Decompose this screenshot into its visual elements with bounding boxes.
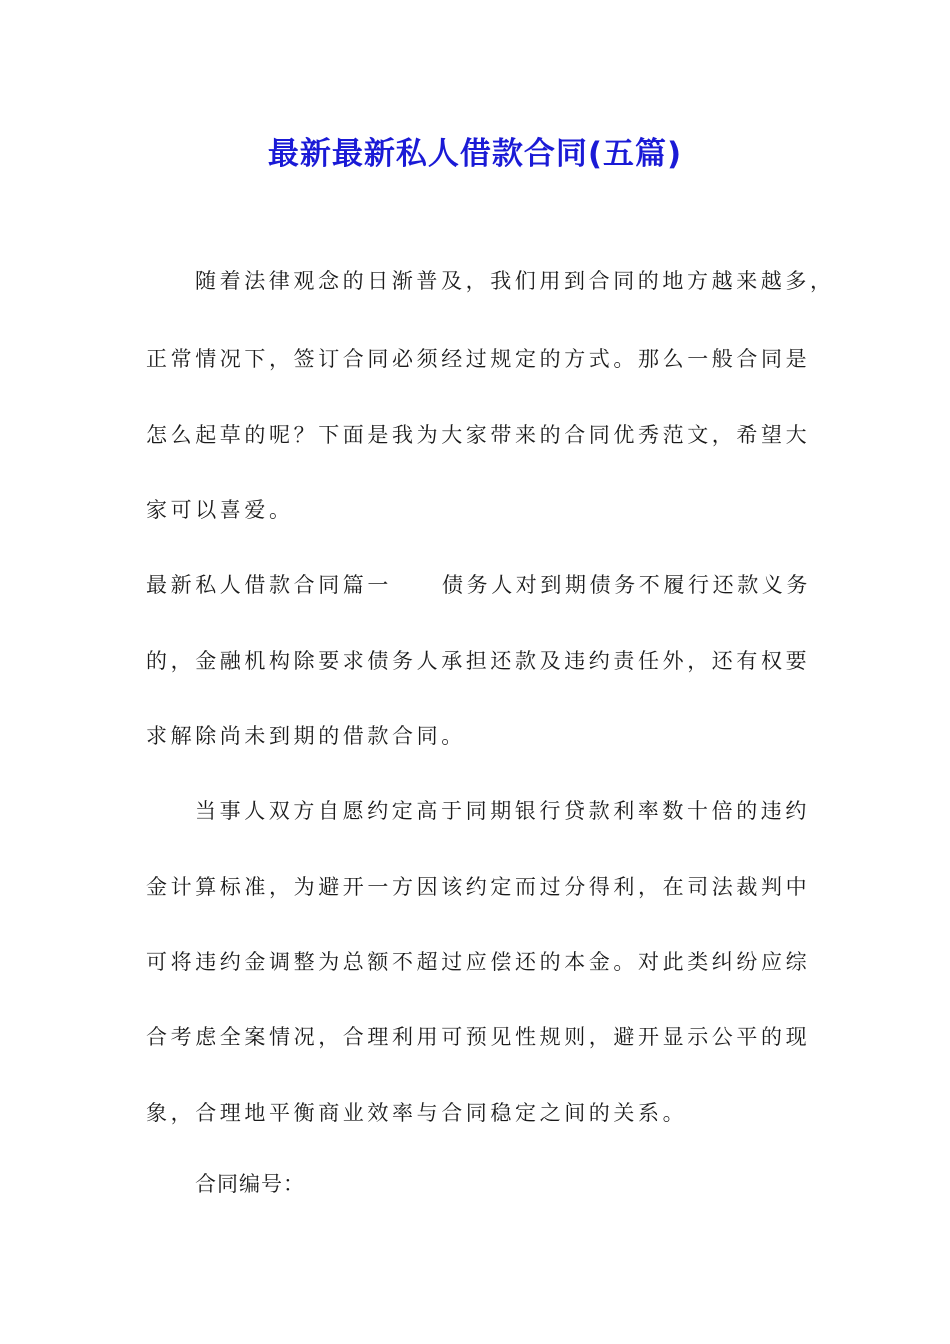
paragraph-line: 当事人双方自愿约定高于同期银行贷款利率数十倍的违约 xyxy=(195,799,810,823)
paragraph-line: 金计算标准，为避开一方因该约定而过分得利，在司法裁判中 xyxy=(146,875,811,899)
contract-number-label: 合同编号： xyxy=(195,1172,305,1196)
paragraph-line: 家可以喜爱。 xyxy=(146,498,294,522)
paragraph-line: 正常情况下，签订合同必须经过规定的方式。那么一般合同是 xyxy=(146,347,811,371)
section-text: 债务人对到期债务不履行还款义务 xyxy=(442,573,811,597)
paragraph-line: 象，合理地平衡商业效率与合同稳定之间的关系。 xyxy=(146,1101,688,1125)
paragraph-line: 合考虑全案情况，合理利用可预见性规则，避开显示公平的现 xyxy=(146,1025,811,1049)
section-heading: 最新私人借款合同篇一 xyxy=(146,573,392,597)
paragraph-line: 随着法律观念的日渐普及，我们用到合同的地方越来越多， xyxy=(195,269,835,293)
section-heading-line xyxy=(146,570,811,600)
paragraph-line: 求解除尚未到期的借款合同。 xyxy=(146,724,466,748)
paragraph-line: 可将违约金调整为总额不超过应偿还的本金。对此类纠纷应综 xyxy=(146,950,811,974)
paragraph-line: 怎么起草的呢？下面是我为大家带来的合同优秀范文，希望大 xyxy=(146,423,811,447)
document-title: 最新最新私人借款合同(五篇) xyxy=(267,136,683,172)
paragraph-line: 的，金融机构除要求债务人承担还款及违约责任外，还有权要 xyxy=(146,649,811,673)
